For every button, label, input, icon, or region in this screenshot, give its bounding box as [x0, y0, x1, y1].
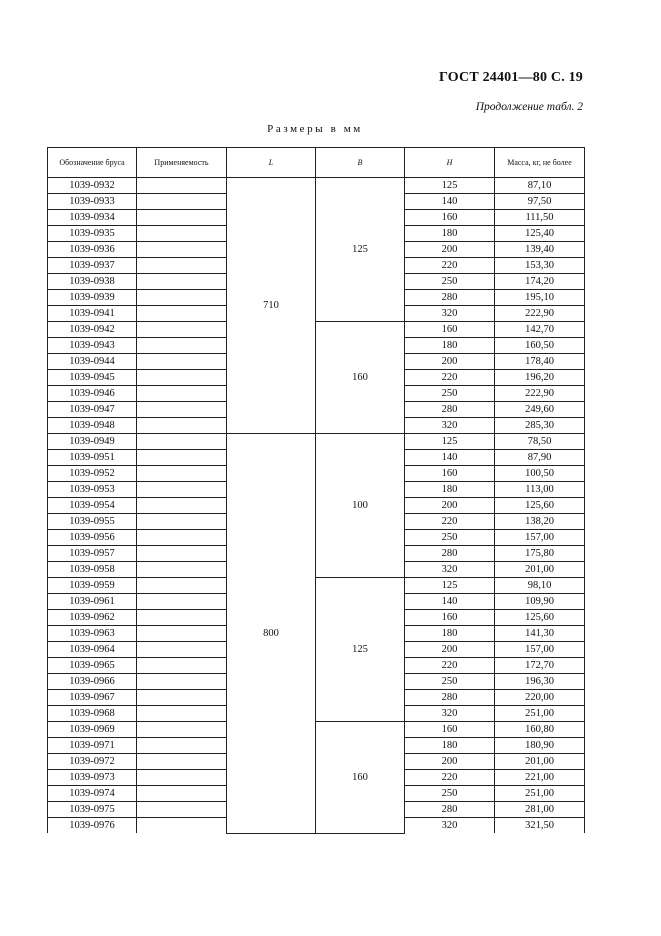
applicability-cell — [137, 482, 227, 498]
table-row — [48, 178, 585, 194]
designation-cell: 1039-0944 — [48, 354, 137, 370]
applicability-cell — [137, 418, 227, 434]
designation-cell: 1039-0958 — [48, 562, 137, 578]
designation-cell: 1039-0932 — [48, 178, 137, 194]
mass-cell: 142,70 — [495, 322, 585, 338]
applicability-cell — [137, 466, 227, 482]
applicability-cell — [137, 626, 227, 642]
height-h-cell: 160 — [405, 466, 495, 482]
height-h-cell: 280 — [405, 402, 495, 418]
designation-cell: 1039-0954 — [48, 498, 137, 514]
applicability-cell — [137, 354, 227, 370]
mass-cell: 285,30 — [495, 418, 585, 434]
applicability-cell — [137, 210, 227, 226]
applicability-cell — [137, 450, 227, 466]
applicability-cell — [137, 594, 227, 610]
document-reference: ГОСТ 24401—80 С. 19 — [439, 70, 583, 85]
mass-cell: 221,00 — [495, 770, 585, 786]
applicability-cell — [137, 258, 227, 274]
height-h-cell: 200 — [405, 754, 495, 770]
designation-cell: 1039-0976 — [48, 818, 137, 834]
mass-cell: 100,50 — [495, 466, 585, 482]
applicability-cell — [137, 642, 227, 658]
header-applicability: Применяемость — [137, 148, 227, 178]
length-l-cell: 800 — [227, 434, 316, 834]
designation-cell: 1039-0933 — [48, 194, 137, 210]
designation-cell: 1039-0949 — [48, 434, 137, 450]
height-h-cell: 160 — [405, 210, 495, 226]
mass-cell: 153,30 — [495, 258, 585, 274]
designation-cell: 1039-0974 — [48, 786, 137, 802]
designation-cell: 1039-0951 — [48, 450, 137, 466]
designation-cell: 1039-0935 — [48, 226, 137, 242]
designation-cell: 1039-0969 — [48, 722, 137, 738]
applicability-cell — [137, 786, 227, 802]
height-h-cell: 280 — [405, 690, 495, 706]
applicability-cell — [137, 818, 227, 834]
height-h-cell: 320 — [405, 706, 495, 722]
height-h-cell: 140 — [405, 450, 495, 466]
height-h-cell: 320 — [405, 818, 495, 834]
header-width-b: B — [316, 148, 405, 178]
applicability-cell — [137, 690, 227, 706]
table-header-row — [48, 148, 585, 178]
width-b-cell: 160 — [316, 322, 405, 434]
height-h-cell: 250 — [405, 386, 495, 402]
table-row — [48, 578, 585, 594]
applicability-cell — [137, 770, 227, 786]
designation-cell: 1039-0963 — [48, 626, 137, 642]
designation-cell: 1039-0964 — [48, 642, 137, 658]
height-h-cell: 160 — [405, 322, 495, 338]
height-h-cell: 220 — [405, 514, 495, 530]
mass-cell: 251,00 — [495, 706, 585, 722]
applicability-cell — [137, 674, 227, 690]
height-h-cell: 140 — [405, 194, 495, 210]
designation-cell: 1039-0962 — [48, 610, 137, 626]
length-l-cell: 710 — [227, 178, 316, 434]
height-h-cell: 140 — [405, 594, 495, 610]
applicability-cell — [137, 498, 227, 514]
designation-cell: 1039-0941 — [48, 306, 137, 322]
mass-cell: 249,60 — [495, 402, 585, 418]
height-h-cell: 320 — [405, 418, 495, 434]
applicability-cell — [137, 242, 227, 258]
mass-cell: 160,80 — [495, 722, 585, 738]
mass-cell: 222,90 — [495, 306, 585, 322]
designation-cell: 1039-0952 — [48, 466, 137, 482]
applicability-cell — [137, 546, 227, 562]
height-h-cell: 160 — [405, 722, 495, 738]
mass-cell: 113,00 — [495, 482, 585, 498]
designation-cell: 1039-0942 — [48, 322, 137, 338]
width-b-cell: 160 — [316, 722, 405, 834]
applicability-cell — [137, 178, 227, 194]
mass-cell: 321,50 — [495, 818, 585, 834]
applicability-cell — [137, 610, 227, 626]
mass-cell: 196,30 — [495, 674, 585, 690]
height-h-cell: 125 — [405, 578, 495, 594]
height-h-cell: 250 — [405, 674, 495, 690]
mass-cell: 157,00 — [495, 642, 585, 658]
units-caption: Размеры в мм — [267, 123, 363, 135]
applicability-cell — [137, 194, 227, 210]
designation-cell: 1039-0939 — [48, 290, 137, 306]
designation-cell: 1039-0943 — [48, 338, 137, 354]
designation-cell: 1039-0945 — [48, 370, 137, 386]
height-h-cell: 180 — [405, 482, 495, 498]
height-h-cell: 320 — [405, 562, 495, 578]
applicability-cell — [137, 722, 227, 738]
applicability-cell — [137, 706, 227, 722]
applicability-cell — [137, 386, 227, 402]
height-h-cell: 250 — [405, 786, 495, 802]
mass-cell: 281,00 — [495, 802, 585, 818]
applicability-cell — [137, 370, 227, 386]
table-row — [48, 434, 585, 450]
designation-cell: 1039-0953 — [48, 482, 137, 498]
header-designation: Обозначение бруса — [48, 148, 137, 178]
mass-cell: 180,90 — [495, 738, 585, 754]
applicability-cell — [137, 306, 227, 322]
height-h-cell: 125 — [405, 178, 495, 194]
mass-cell: 87,90 — [495, 450, 585, 466]
designation-cell: 1039-0956 — [48, 530, 137, 546]
height-h-cell: 180 — [405, 626, 495, 642]
height-h-cell: 280 — [405, 546, 495, 562]
width-b-cell: 125 — [316, 178, 405, 322]
height-h-cell: 180 — [405, 338, 495, 354]
applicability-cell — [137, 578, 227, 594]
width-b-cell: 125 — [316, 578, 405, 722]
designation-cell: 1039-0971 — [48, 738, 137, 754]
designation-cell: 1039-0946 — [48, 386, 137, 402]
height-h-cell: 160 — [405, 610, 495, 626]
designation-cell: 1039-0938 — [48, 274, 137, 290]
mass-cell: 111,50 — [495, 210, 585, 226]
header-mass: Масса, кг, не более — [495, 148, 585, 178]
applicability-cell — [137, 290, 227, 306]
mass-cell: 97,50 — [495, 194, 585, 210]
mass-cell: 157,00 — [495, 530, 585, 546]
mass-cell: 87,10 — [495, 178, 585, 194]
designation-cell: 1039-0955 — [48, 514, 137, 530]
table-row — [48, 322, 585, 338]
mass-cell: 138,20 — [495, 514, 585, 530]
mass-cell: 222,90 — [495, 386, 585, 402]
applicability-cell — [137, 754, 227, 770]
table-body — [48, 178, 585, 834]
applicability-cell — [137, 322, 227, 338]
mass-cell: 160,50 — [495, 338, 585, 354]
applicability-cell — [137, 226, 227, 242]
mass-cell: 141,30 — [495, 626, 585, 642]
designation-cell: 1039-0967 — [48, 690, 137, 706]
mass-cell: 125,40 — [495, 226, 585, 242]
height-h-cell: 220 — [405, 658, 495, 674]
designation-cell: 1039-0937 — [48, 258, 137, 274]
height-h-cell: 125 — [405, 434, 495, 450]
header-length-l: L — [227, 148, 316, 178]
mass-cell: 220,00 — [495, 690, 585, 706]
mass-cell: 174,20 — [495, 274, 585, 290]
height-h-cell: 200 — [405, 642, 495, 658]
designation-cell: 1039-0968 — [48, 706, 137, 722]
designation-cell: 1039-0961 — [48, 594, 137, 610]
height-h-cell: 200 — [405, 242, 495, 258]
width-b-cell: 100 — [316, 434, 405, 578]
applicability-cell — [137, 274, 227, 290]
mass-cell: 201,00 — [495, 754, 585, 770]
height-h-cell: 320 — [405, 306, 495, 322]
designation-cell: 1039-0936 — [48, 242, 137, 258]
height-h-cell: 280 — [405, 290, 495, 306]
designation-cell: 1039-0975 — [48, 802, 137, 818]
applicability-cell — [137, 434, 227, 450]
mass-cell: 175,80 — [495, 546, 585, 562]
mass-cell: 78,50 — [495, 434, 585, 450]
height-h-cell: 250 — [405, 530, 495, 546]
mass-cell: 109,90 — [495, 594, 585, 610]
mass-cell: 201,00 — [495, 562, 585, 578]
designation-cell: 1039-0934 — [48, 210, 137, 226]
applicability-cell — [137, 402, 227, 418]
applicability-cell — [137, 802, 227, 818]
height-h-cell: 180 — [405, 738, 495, 754]
applicability-cell — [137, 514, 227, 530]
applicability-cell — [137, 530, 227, 546]
height-h-cell: 220 — [405, 770, 495, 786]
applicability-cell — [137, 658, 227, 674]
designation-cell: 1039-0948 — [48, 418, 137, 434]
designation-cell: 1039-0947 — [48, 402, 137, 418]
dimensions-table — [47, 147, 585, 834]
mass-cell: 125,60 — [495, 610, 585, 626]
designation-cell: 1039-0966 — [48, 674, 137, 690]
height-h-cell: 250 — [405, 274, 495, 290]
applicability-cell — [137, 338, 227, 354]
mass-cell: 172,70 — [495, 658, 585, 674]
mass-cell: 251,00 — [495, 786, 585, 802]
header-height-h: H — [405, 148, 495, 178]
height-h-cell: 200 — [405, 498, 495, 514]
designation-cell: 1039-0972 — [48, 754, 137, 770]
mass-cell: 178,40 — [495, 354, 585, 370]
mass-cell: 125,60 — [495, 498, 585, 514]
designation-cell: 1039-0973 — [48, 770, 137, 786]
designation-cell: 1039-0959 — [48, 578, 137, 594]
mass-cell: 139,40 — [495, 242, 585, 258]
applicability-cell — [137, 562, 227, 578]
table-continuation-note: Продолжение табл. 2 — [475, 101, 583, 113]
height-h-cell: 220 — [405, 370, 495, 386]
mass-cell: 98,10 — [495, 578, 585, 594]
mass-cell: 195,10 — [495, 290, 585, 306]
height-h-cell: 280 — [405, 802, 495, 818]
mass-cell: 196,20 — [495, 370, 585, 386]
height-h-cell: 220 — [405, 258, 495, 274]
designation-cell: 1039-0957 — [48, 546, 137, 562]
height-h-cell: 180 — [405, 226, 495, 242]
designation-cell: 1039-0965 — [48, 658, 137, 674]
table-row — [48, 722, 585, 738]
height-h-cell: 200 — [405, 354, 495, 370]
applicability-cell — [137, 738, 227, 754]
